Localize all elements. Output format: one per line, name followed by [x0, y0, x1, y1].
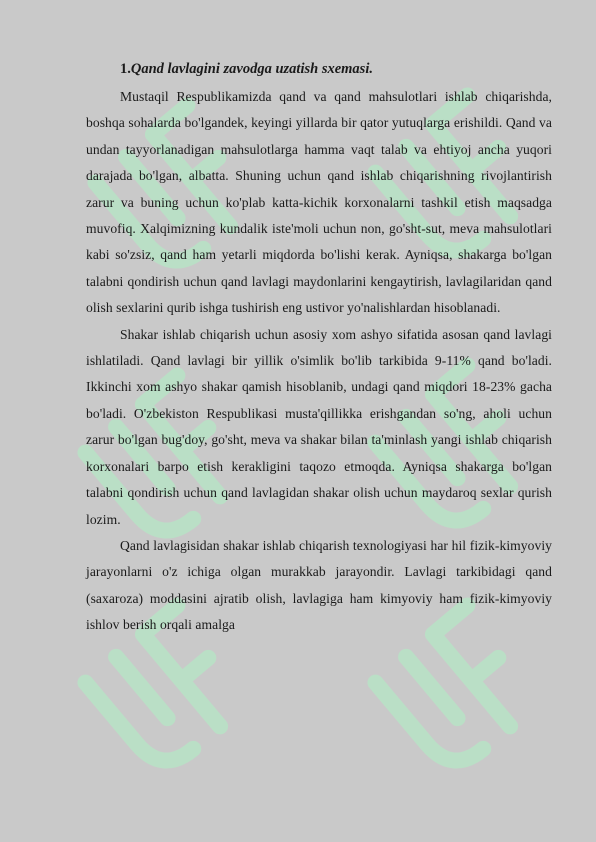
document-body — [86, 58, 552, 639]
section-heading — [86, 58, 552, 80]
paragraph-3: Qand lavlagisidan shakar ishlab chiqarish texnologiyasi har hil fizik-kimyoviy jarayonlarni o'z ichiga olgan murakkab jarayondir. Lavlagi tarkibidagi qand (saxaroza) moddasini ajratib olish, lavlagiga ham kimyoviy ham fizik-kimyoviy ishlov berish orqali amalga — [86, 537, 552, 633]
paragraph-2: Shakar ishlab chiqarish uchun asosiy xom ashyo sifatida asosan qand lavlagi ishlatiladi. Qand lavlagi bir yillik o'simlik bo'lib tarkibida 9-11% qand bo'ladi. Ikkinchi xom ashyo shakar qamish hisoblanib, undagi qand miqdori 18-23% gacha bo'ladi. O'zbekiston Respublikasi musta'qillikka erishgandan so'ng, aholi uchun zarur bo'lgan bug'doy, go'sht, meva va shakar bilan ta'minlash yangi ishlab chiqarish korxonalari barpo etish kerakligini taqozo etmoqda. Ayniqsa shakarga bo'lgan talabni qondirish uchun qand lavlagidan shakar olish uchun maydaroq sexlar qurish lozim. — [86, 326, 552, 527]
heading-title: Qand lavlagini zavodga uzatish sxemasi. — [130, 61, 373, 77]
heading-number: 1. — [120, 61, 131, 77]
paragraph-1: Mustaqil Respublikamizda qand va qand mahsulotlari ishlab chiqarishda, boshqa sohalarda bo'lgandek, keyingi yillarda bir qator yutuqlarga erishildi. Qand va undan tayyorlanadigan mahsulotlarga hamma vaqt talab va ehtiyoj ancha yuqori darajada bo'lgan, albatta. Shuning uchun qand ishlab chiqarishning rivojlantirish zarur va buning uchun ko'plab katta-kichik korxonalarni tashkil etish maqsadga muvofiq. Xalqimizning kundalik iste'moli uchun non, go'sht-sut, meva mahsulotlari kabi so'zsiz, qand ham yetarli miqdorda bo'lishi kerak. Ayniqsa, shakarga bo'lgan talabni qondirish uchun qand lavlagi maydonlarini kengaytirish, lavlagilaridan qand olish sexlarini qurib ishga tushirish eng ustivor yo'nalishlardan hisoblanadi. — [86, 89, 552, 316]
